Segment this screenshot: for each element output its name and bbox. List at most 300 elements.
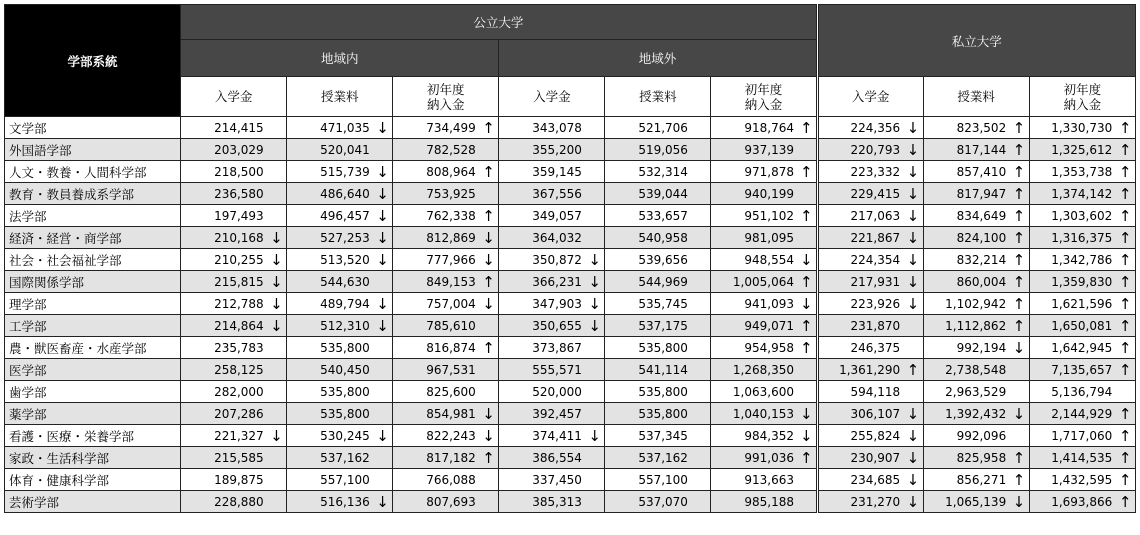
amount-cell: 532,314 (605, 161, 691, 183)
department-header: 学部系統 (5, 5, 181, 117)
amount-cell: 347,903 (499, 293, 585, 315)
down-arrow-icon: ↓ (479, 403, 499, 425)
table-row (5, 293, 1136, 315)
trend-cell (797, 491, 817, 513)
trend-cell (691, 337, 711, 359)
amount-cell: 374,411 (499, 425, 585, 447)
trend-cell (691, 447, 711, 469)
down-arrow-icon: ↓ (903, 293, 923, 315)
up-arrow-icon: ↑ (903, 359, 923, 381)
amount-cell: 2,738,548 (923, 359, 1009, 381)
department-name: 看護・医療・栄養学部 (5, 425, 181, 447)
up-arrow-icon: ↑ (797, 205, 817, 227)
amount-cell: 992,096 (923, 425, 1009, 447)
amount-cell: 535,800 (287, 403, 373, 425)
amount-cell: 537,070 (605, 491, 691, 513)
down-arrow-icon: ↓ (267, 249, 287, 271)
down-arrow-icon: ↓ (267, 227, 287, 249)
down-arrow-icon: ↓ (585, 425, 605, 447)
down-arrow-icon: ↓ (373, 293, 393, 315)
trend-cell (797, 227, 817, 249)
amount-cell: 214,415 (181, 117, 267, 139)
amount-cell: 1,374,142 (1029, 183, 1115, 205)
trend-cell (691, 315, 711, 337)
in-region-entrance-header: 入学金 (181, 77, 287, 117)
amount-cell: 496,457 (287, 205, 373, 227)
down-arrow-icon: ↓ (797, 403, 817, 425)
up-arrow-icon: ↑ (1009, 249, 1029, 271)
up-arrow-icon: ↑ (1009, 315, 1029, 337)
amount-cell: 539,656 (605, 249, 691, 271)
amount-cell: 527,253 (287, 227, 373, 249)
down-arrow-icon: ↓ (373, 227, 393, 249)
amount-cell: 215,585 (181, 447, 267, 469)
up-arrow-icon: ↑ (1115, 469, 1135, 491)
amount-cell: 856,271 (923, 469, 1009, 491)
trend-cell (479, 381, 499, 403)
amount-cell: 386,554 (499, 447, 585, 469)
amount-cell: 373,867 (499, 337, 585, 359)
down-arrow-icon: ↓ (267, 271, 287, 293)
table-row (5, 447, 1136, 469)
down-arrow-icon: ↓ (267, 425, 287, 447)
trend-cell (267, 447, 287, 469)
trend-cell (479, 359, 499, 381)
amount-cell: 521,706 (605, 117, 691, 139)
amount-cell: 224,354 (817, 249, 903, 271)
up-arrow-icon: ↑ (1115, 271, 1135, 293)
trend-cell (691, 161, 711, 183)
trend-cell (585, 491, 605, 513)
amount-cell: 541,114 (605, 359, 691, 381)
up-arrow-icon: ↑ (1009, 117, 1029, 139)
up-arrow-icon: ↑ (1009, 161, 1029, 183)
table-row (5, 425, 1136, 447)
table-row (5, 139, 1136, 161)
private-tuition-header: 授業料 (923, 77, 1029, 117)
table-row (5, 117, 1136, 139)
first-year-line1: 初年度 (1063, 81, 1102, 97)
amount-cell: 985,188 (711, 491, 797, 513)
trend-cell (585, 359, 605, 381)
amount-cell: 954,958 (711, 337, 797, 359)
amount-cell: 212,788 (181, 293, 267, 315)
amount-cell: 785,610 (393, 315, 479, 337)
department-name: 文学部 (5, 117, 181, 139)
trend-cell (373, 447, 393, 469)
amount-cell: 367,556 (499, 183, 585, 205)
amount-cell: 535,745 (605, 293, 691, 315)
trend-cell (691, 403, 711, 425)
department-name: 経済・経営・商学部 (5, 227, 181, 249)
amount-cell: 535,800 (287, 337, 373, 359)
down-arrow-icon: ↓ (903, 227, 923, 249)
amount-cell: 520,041 (287, 139, 373, 161)
amount-cell: 236,580 (181, 183, 267, 205)
department-name: 国際関係学部 (5, 271, 181, 293)
trend-cell (373, 403, 393, 425)
down-arrow-icon: ↓ (797, 249, 817, 271)
amount-cell: 210,255 (181, 249, 267, 271)
amount-cell: 530,245 (287, 425, 373, 447)
down-arrow-icon: ↓ (1009, 337, 1029, 359)
amount-cell: 535,800 (605, 337, 691, 359)
amount-cell: 834,649 (923, 205, 1009, 227)
amount-cell: 203,029 (181, 139, 267, 161)
amount-cell: 822,243 (393, 425, 479, 447)
trend-cell (479, 139, 499, 161)
amount-cell: 189,875 (181, 469, 267, 491)
amount-cell: 337,450 (499, 469, 585, 491)
amount-cell: 967,531 (393, 359, 479, 381)
trend-cell (267, 337, 287, 359)
trend-cell (1009, 425, 1029, 447)
trend-cell (691, 227, 711, 249)
amount-cell: 1,330,730 (1029, 117, 1115, 139)
amount-cell: 544,630 (287, 271, 373, 293)
table-body (5, 117, 1136, 513)
amount-cell: 832,214 (923, 249, 1009, 271)
amount-cell: 217,063 (817, 205, 903, 227)
table-row (5, 337, 1136, 359)
amount-cell: 539,044 (605, 183, 691, 205)
amount-cell: 951,102 (711, 205, 797, 227)
trend-cell (691, 469, 711, 491)
in-region-header: 地域内 (181, 40, 499, 77)
department-name: 人文・教養・人間科学部 (5, 161, 181, 183)
trend-cell (585, 447, 605, 469)
amount-cell: 817,947 (923, 183, 1009, 205)
up-arrow-icon: ↑ (479, 337, 499, 359)
amount-cell: 210,168 (181, 227, 267, 249)
trend-cell (585, 161, 605, 183)
amount-cell: 349,057 (499, 205, 585, 227)
trend-cell (903, 337, 923, 359)
trend-cell (267, 491, 287, 513)
amount-cell: 229,415 (817, 183, 903, 205)
down-arrow-icon: ↓ (373, 183, 393, 205)
amount-cell: 971,878 (711, 161, 797, 183)
amount-cell: 816,874 (393, 337, 479, 359)
up-arrow-icon: ↑ (1115, 315, 1135, 337)
department-name: 農・獣医畜産・水産学部 (5, 337, 181, 359)
trend-cell (267, 403, 287, 425)
amount-cell: 228,880 (181, 491, 267, 513)
amount-cell: 557,100 (605, 469, 691, 491)
amount-cell: 258,125 (181, 359, 267, 381)
department-name: 社会・社会福祉学部 (5, 249, 181, 271)
amount-cell: 533,657 (605, 205, 691, 227)
amount-cell: 557,100 (287, 469, 373, 491)
table-row (5, 249, 1136, 271)
down-arrow-icon: ↓ (373, 161, 393, 183)
first-year-line1: 初年度 (744, 81, 783, 97)
up-arrow-icon: ↑ (1009, 183, 1029, 205)
trend-cell (691, 205, 711, 227)
down-arrow-icon: ↓ (903, 271, 923, 293)
amount-cell: 825,600 (393, 381, 479, 403)
amount-cell: 1,102,942 (923, 293, 1009, 315)
amount-cell: 1,316,375 (1029, 227, 1115, 249)
first-year-line1: 初年度 (427, 81, 465, 97)
up-arrow-icon: ↑ (1115, 359, 1135, 381)
amount-cell: 520,000 (499, 381, 585, 403)
trend-cell (691, 139, 711, 161)
trend-cell (585, 117, 605, 139)
amount-cell: 734,499 (393, 117, 479, 139)
up-arrow-icon: ↑ (479, 447, 499, 469)
amount-cell: 215,815 (181, 271, 267, 293)
up-arrow-icon: ↑ (1115, 447, 1135, 469)
amount-cell: 537,345 (605, 425, 691, 447)
amount-cell: 812,869 (393, 227, 479, 249)
fee-table (4, 4, 1136, 513)
amount-cell: 777,966 (393, 249, 479, 271)
amount-cell: 1,642,945 (1029, 337, 1115, 359)
up-arrow-icon: ↑ (479, 205, 499, 227)
trend-cell (585, 469, 605, 491)
amount-cell: 385,313 (499, 491, 585, 513)
trend-cell (373, 337, 393, 359)
trend-cell (691, 491, 711, 513)
amount-cell: 918,764 (711, 117, 797, 139)
amount-cell: 817,144 (923, 139, 1009, 161)
amount-cell: 197,493 (181, 205, 267, 227)
up-arrow-icon: ↑ (1115, 403, 1135, 425)
up-arrow-icon: ↑ (797, 271, 817, 293)
amount-cell: 366,231 (499, 271, 585, 293)
amount-cell: 913,663 (711, 469, 797, 491)
amount-cell: 246,375 (817, 337, 903, 359)
amount-cell: 471,035 (287, 117, 373, 139)
department-name: 法学部 (5, 205, 181, 227)
amount-cell: 537,175 (605, 315, 691, 337)
amount-cell: 992,194 (923, 337, 1009, 359)
trend-cell (797, 469, 817, 491)
up-arrow-icon: ↑ (1115, 293, 1135, 315)
down-arrow-icon: ↓ (1009, 491, 1029, 513)
up-arrow-icon: ↑ (1115, 491, 1135, 513)
amount-cell: 220,793 (817, 139, 903, 161)
down-arrow-icon: ↓ (903, 491, 923, 513)
amount-cell: 343,078 (499, 117, 585, 139)
trend-cell (585, 139, 605, 161)
amount-cell: 392,457 (499, 403, 585, 425)
trend-cell (479, 183, 499, 205)
amount-cell: 537,162 (287, 447, 373, 469)
amount-cell: 948,554 (711, 249, 797, 271)
up-arrow-icon: ↑ (479, 271, 499, 293)
amount-cell: 221,867 (817, 227, 903, 249)
department-name: 歯学部 (5, 381, 181, 403)
amount-cell: 1,005,064 (711, 271, 797, 293)
down-arrow-icon: ↓ (903, 469, 923, 491)
out-region-header: 地域外 (499, 40, 817, 77)
trend-cell (691, 249, 711, 271)
amount-cell: 535,800 (287, 381, 373, 403)
trend-cell (373, 359, 393, 381)
down-arrow-icon: ↓ (373, 205, 393, 227)
table-row (5, 183, 1136, 205)
table-row (5, 359, 1136, 381)
trend-cell (797, 359, 817, 381)
down-arrow-icon: ↓ (373, 491, 393, 513)
trend-cell (585, 381, 605, 403)
up-arrow-icon: ↑ (797, 447, 817, 469)
amount-cell: 282,000 (181, 381, 267, 403)
amount-cell: 1,325,612 (1029, 139, 1115, 161)
down-arrow-icon: ↓ (373, 117, 393, 139)
amount-cell: 594,118 (817, 381, 903, 403)
out-region-entrance-header: 入学金 (499, 77, 605, 117)
up-arrow-icon: ↑ (1115, 139, 1135, 161)
amount-cell: 513,520 (287, 249, 373, 271)
up-arrow-icon: ↑ (1115, 183, 1135, 205)
amount-cell: 516,136 (287, 491, 373, 513)
department-name: 工学部 (5, 315, 181, 337)
trend-cell (479, 469, 499, 491)
up-arrow-icon: ↑ (1115, 205, 1135, 227)
amount-cell: 1,112,862 (923, 315, 1009, 337)
trend-cell (797, 183, 817, 205)
down-arrow-icon: ↓ (903, 205, 923, 227)
amount-cell: 364,032 (499, 227, 585, 249)
first-year-line2: 納入金 (1063, 96, 1102, 112)
trend-cell (691, 117, 711, 139)
up-arrow-icon: ↑ (479, 117, 499, 139)
trend-cell (585, 403, 605, 425)
amount-cell: 2,963,529 (923, 381, 1009, 403)
table-row (5, 491, 1136, 513)
amount-cell: 1,392,432 (923, 403, 1009, 425)
amount-cell: 1,414,535 (1029, 447, 1115, 469)
amount-cell: 355,200 (499, 139, 585, 161)
first-year-line2: 納入金 (427, 96, 465, 112)
amount-cell: 753,925 (393, 183, 479, 205)
amount-cell: 223,926 (817, 293, 903, 315)
amount-cell: 234,685 (817, 469, 903, 491)
trend-cell (1115, 381, 1135, 403)
up-arrow-icon: ↑ (1115, 117, 1135, 139)
trend-cell (373, 271, 393, 293)
trend-cell (585, 205, 605, 227)
amount-cell: 984,352 (711, 425, 797, 447)
amount-cell: 214,864 (181, 315, 267, 337)
down-arrow-icon: ↓ (585, 293, 605, 315)
down-arrow-icon: ↓ (373, 425, 393, 447)
amount-cell: 350,872 (499, 249, 585, 271)
amount-cell: 1,621,596 (1029, 293, 1115, 315)
trend-cell (691, 271, 711, 293)
amount-cell: 766,088 (393, 469, 479, 491)
amount-cell: 515,739 (287, 161, 373, 183)
up-arrow-icon: ↑ (1115, 337, 1135, 359)
trend-cell (267, 469, 287, 491)
up-arrow-icon: ↑ (1009, 469, 1029, 491)
down-arrow-icon: ↓ (267, 315, 287, 337)
amount-cell: 1,065,139 (923, 491, 1009, 513)
amount-cell: 849,153 (393, 271, 479, 293)
down-arrow-icon: ↓ (373, 315, 393, 337)
public-university-header: 公立大学 (181, 5, 817, 40)
down-arrow-icon: ↓ (903, 249, 923, 271)
up-arrow-icon: ↑ (1115, 249, 1135, 271)
private-university-header: 私立大学 (817, 5, 1135, 77)
table-row (5, 315, 1136, 337)
amount-cell: 306,107 (817, 403, 903, 425)
amount-cell: 1,693,866 (1029, 491, 1115, 513)
amount-cell: 981,095 (711, 227, 797, 249)
department-name: 理学部 (5, 293, 181, 315)
up-arrow-icon: ↑ (1009, 227, 1029, 249)
amount-cell: 1,717,060 (1029, 425, 1115, 447)
amount-cell: 540,958 (605, 227, 691, 249)
amount-cell: 941,093 (711, 293, 797, 315)
trend-cell (267, 117, 287, 139)
amount-cell: 1,268,350 (711, 359, 797, 381)
amount-cell: 544,969 (605, 271, 691, 293)
table-row (5, 161, 1136, 183)
down-arrow-icon: ↓ (373, 249, 393, 271)
fee-table-container (4, 4, 1136, 513)
up-arrow-icon: ↑ (1009, 139, 1029, 161)
amount-cell: 535,800 (605, 403, 691, 425)
trend-cell (691, 359, 711, 381)
table-row (5, 227, 1136, 249)
amount-cell: 1,650,081 (1029, 315, 1115, 337)
trend-cell (903, 315, 923, 337)
amount-cell: 949,071 (711, 315, 797, 337)
amount-cell: 224,356 (817, 117, 903, 139)
amount-cell: 757,004 (393, 293, 479, 315)
trend-cell (267, 381, 287, 403)
amount-cell: 1,303,602 (1029, 205, 1115, 227)
down-arrow-icon: ↓ (479, 425, 499, 447)
department-name: 外国語学部 (5, 139, 181, 161)
amount-cell: 5,136,794 (1029, 381, 1115, 403)
amount-cell: 223,332 (817, 161, 903, 183)
amount-cell: 540,450 (287, 359, 373, 381)
out-region-tuition-header: 授業料 (605, 77, 711, 117)
amount-cell: 860,004 (923, 271, 1009, 293)
down-arrow-icon: ↓ (1009, 403, 1029, 425)
table-row (5, 205, 1136, 227)
amount-cell: 817,182 (393, 447, 479, 469)
down-arrow-icon: ↓ (479, 249, 499, 271)
down-arrow-icon: ↓ (903, 447, 923, 469)
amount-cell: 991,036 (711, 447, 797, 469)
amount-cell: 7,135,657 (1029, 359, 1115, 381)
down-arrow-icon: ↓ (903, 161, 923, 183)
amount-cell: 218,500 (181, 161, 267, 183)
trend-cell (267, 139, 287, 161)
amount-cell: 1,361,290 (817, 359, 903, 381)
amount-cell: 825,958 (923, 447, 1009, 469)
down-arrow-icon: ↓ (479, 227, 499, 249)
trend-cell (479, 491, 499, 513)
amount-cell: 854,981 (393, 403, 479, 425)
trend-cell (797, 139, 817, 161)
trend-cell (373, 139, 393, 161)
amount-cell: 235,783 (181, 337, 267, 359)
up-arrow-icon: ↑ (797, 161, 817, 183)
down-arrow-icon: ↓ (585, 271, 605, 293)
department-name: 薬学部 (5, 403, 181, 425)
amount-cell: 1,040,153 (711, 403, 797, 425)
amount-cell: 823,502 (923, 117, 1009, 139)
first-year-line2: 納入金 (744, 96, 783, 112)
trend-cell (585, 183, 605, 205)
